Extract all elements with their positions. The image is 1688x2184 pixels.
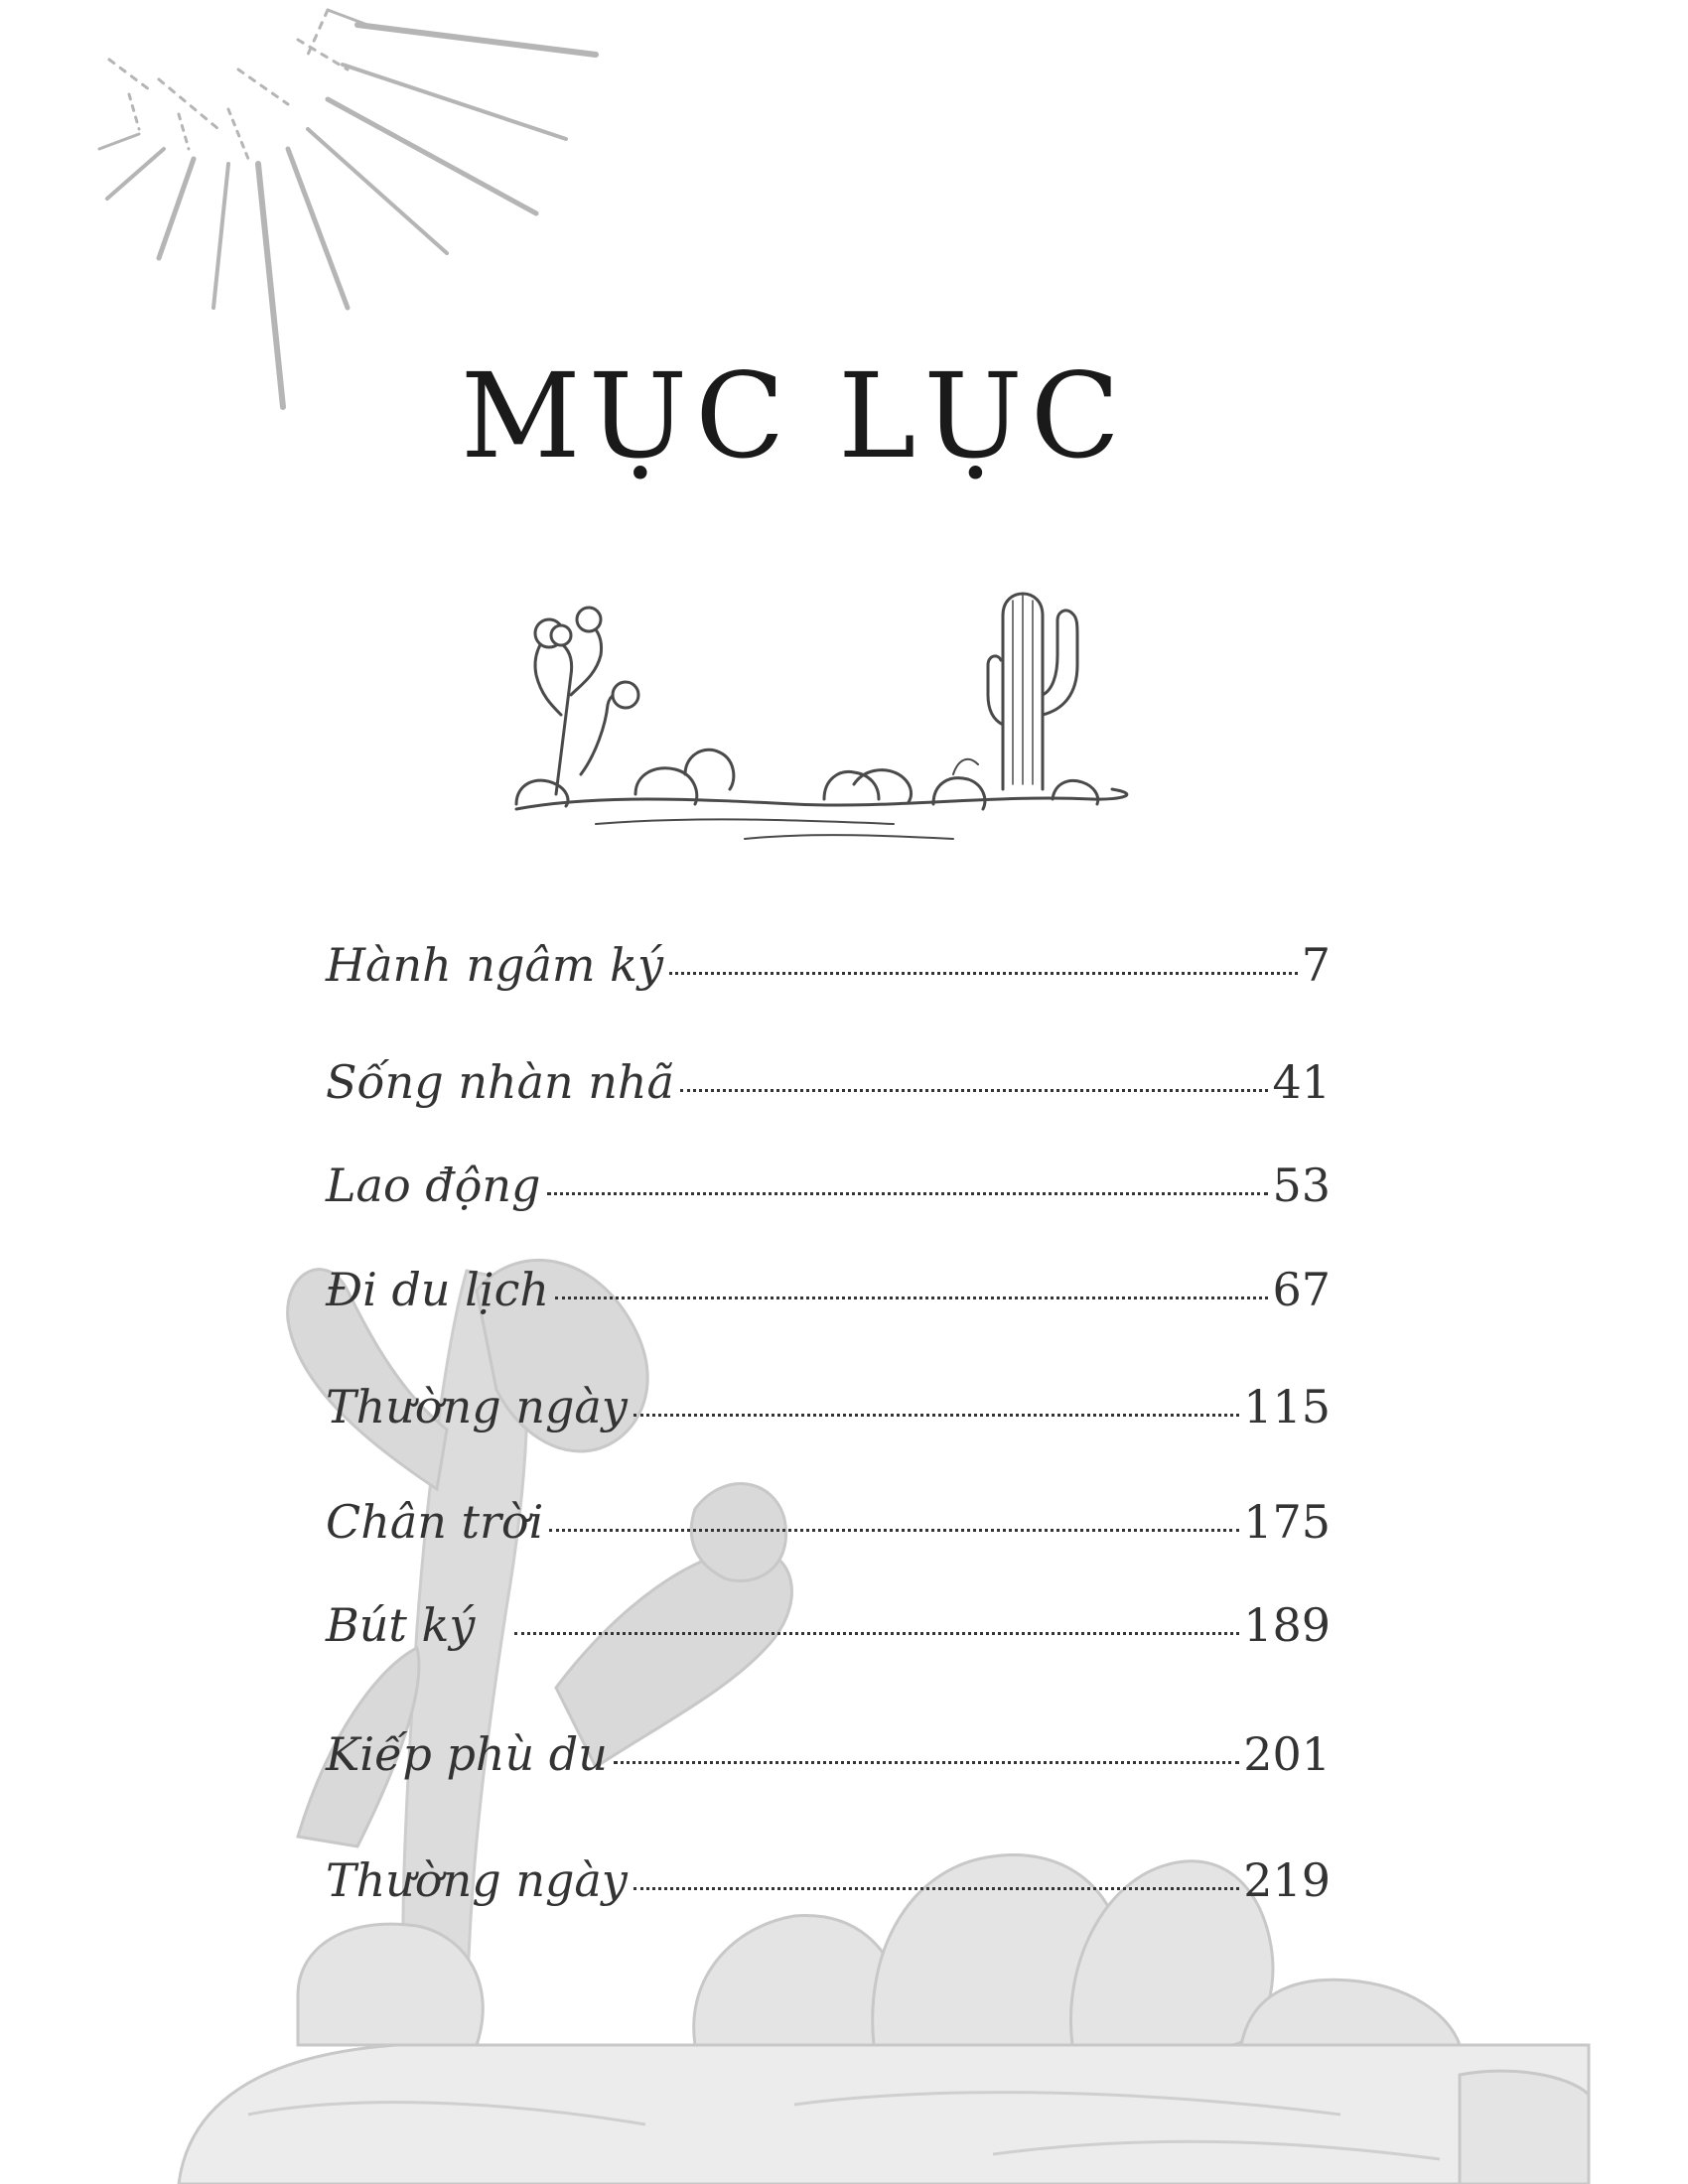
toc-entry-title: Kiếp phù du — [326, 1727, 608, 1781]
cactus-vignette-icon — [516, 594, 1127, 839]
dot-leader — [549, 1529, 1239, 1532]
toc-entry[interactable] — [326, 1495, 1331, 1555]
page-title: MỤC LỤC — [460, 347, 1129, 484]
toc-entry-page: 67 — [1272, 1263, 1331, 1316]
toc-entry-title: Sống nhàn nhã — [326, 1055, 674, 1109]
toc-entry-title: Hành ngâm ký — [326, 938, 664, 992]
toc-entry[interactable] — [326, 1853, 1331, 1913]
toc-entry[interactable] — [326, 938, 1331, 998]
toc-entry-page: 53 — [1272, 1159, 1331, 1212]
toc-entry-page: 115 — [1243, 1380, 1331, 1433]
dot-leader — [614, 1761, 1239, 1764]
toc-entry[interactable] — [326, 1380, 1331, 1439]
toc-entry-title: Bút ký — [326, 1598, 476, 1652]
toc-entry-page: 7 — [1301, 938, 1331, 992]
dot-leader — [514, 1632, 1239, 1635]
toc-entry-page: 219 — [1243, 1853, 1331, 1907]
dot-leader — [633, 1414, 1239, 1417]
dot-leader — [555, 1297, 1268, 1299]
toc-entry-page: 201 — [1243, 1727, 1331, 1781]
toc-entry[interactable] — [326, 1727, 1331, 1787]
toc-entry[interactable] — [326, 1263, 1331, 1322]
toc-entry[interactable] — [326, 1159, 1331, 1218]
toc-entry-title: Thường ngày — [326, 1380, 628, 1433]
dot-leader — [669, 972, 1298, 975]
toc-entry-title: Chân trời — [326, 1495, 544, 1549]
toc-entry-page: 189 — [1243, 1598, 1331, 1652]
toc-entry[interactable] — [326, 1598, 1331, 1658]
dot-leader — [633, 1887, 1239, 1890]
dot-leader — [547, 1192, 1269, 1195]
toc-entry-page: 41 — [1272, 1055, 1331, 1109]
dot-leader — [680, 1089, 1269, 1092]
toc-entry[interactable] — [326, 1055, 1331, 1115]
toc-entry-page: 175 — [1243, 1495, 1331, 1549]
toc-entry-title: Đi du lịch — [326, 1263, 549, 1316]
toc-entry-title: Lao động — [326, 1159, 541, 1212]
toc-entry-title: Thường ngày — [326, 1853, 628, 1907]
